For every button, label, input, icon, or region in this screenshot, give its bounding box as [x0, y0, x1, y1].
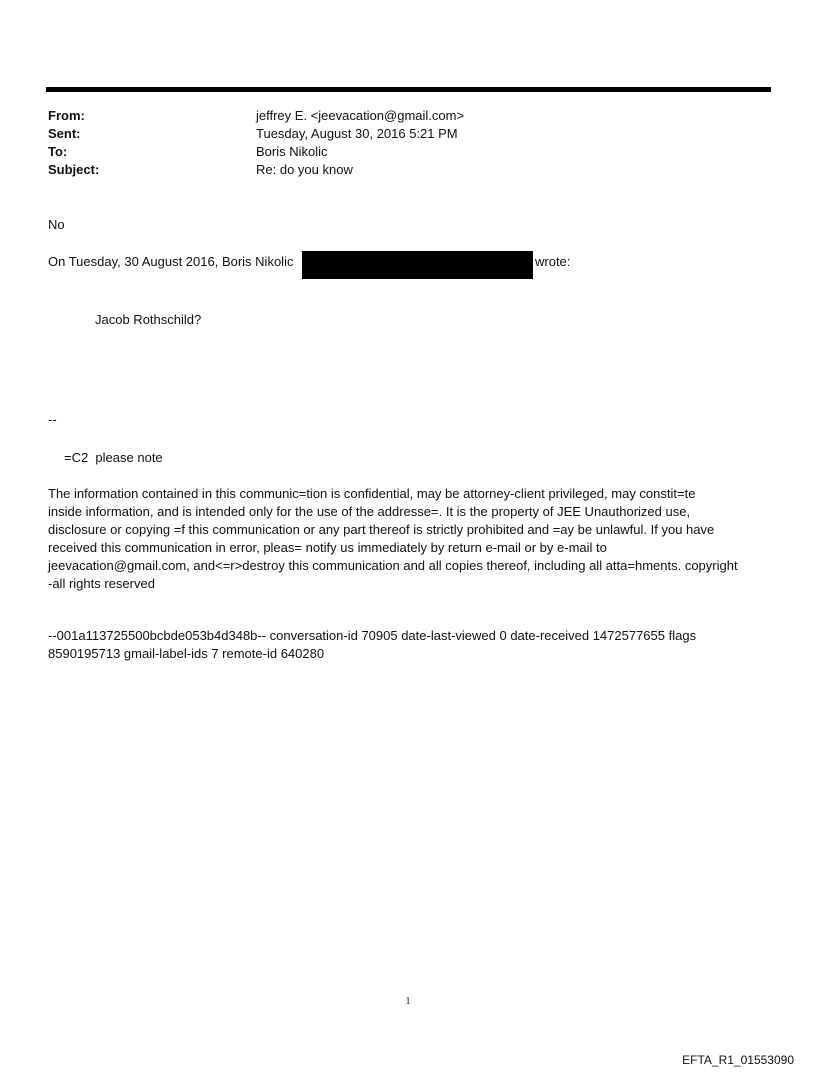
page-number: 1 — [405, 996, 411, 1007]
disclaimer-line: received this communication in error, pleas= notify us immediately by return e-mail or by e-mail to — [48, 540, 607, 555]
disclaimer-line: The information contained in this communic=tion is confidential, may be attorney-client privileged, may constit=te — [48, 486, 696, 501]
bates-number: EFTA_R1_01553090 — [682, 1053, 794, 1067]
disclaimer-line: disclosure or copying =f this communication or any part thereof is strictly prohibited and =ay be unlawful. If you have — [48, 522, 715, 537]
from-label: From: — [48, 108, 85, 123]
metadata-line: 8590195713 gmail-label-ids 7 remote-id 640280 — [48, 646, 325, 661]
sent-value: Tuesday, August 30, 2016 5:21 PM — [256, 126, 458, 141]
to-label: To: — [48, 144, 68, 159]
disclaimer-paragraph — [48, 485, 773, 593]
quote-intro-prefix: On Tuesday, 30 August 2016, Boris Nikolic — [48, 254, 294, 269]
from-value: jeffrey E. <jeevacation@gmail.com> — [256, 108, 465, 123]
metadata-paragraph — [48, 627, 773, 663]
quote-intro-suffix: wrote: — [535, 254, 571, 269]
header-rule — [46, 87, 771, 92]
sent-label: Sent: — [48, 126, 81, 141]
disclaimer-line: -all rights reserved — [48, 576, 155, 591]
signature-dashes: -- — [48, 412, 57, 427]
signature-note: =C2 please note — [64, 450, 163, 465]
metadata-line: --001a113725500bcbde053b4d348b-- conversation-id 70905 date-last-viewed 0 date-received 1472577655 flags — [48, 628, 697, 643]
reply-text: No — [48, 217, 65, 232]
quoted-text: Jacob Rothschild? — [95, 312, 202, 327]
redaction-block — [302, 251, 533, 279]
disclaimer-line: jeevacation@gmail.com, and<=r>destroy this communication and all copies thereof, including all atta=hments. copyright — [48, 558, 738, 573]
subject-value: Re: do you know — [256, 162, 353, 177]
to-value: Boris Nikolic — [256, 144, 328, 159]
subject-label: Subject: — [48, 162, 100, 177]
disclaimer-line: inside information, and is intended only for the use of the addresse=. It is the property of JEE Unauthorized use, — [48, 504, 691, 519]
